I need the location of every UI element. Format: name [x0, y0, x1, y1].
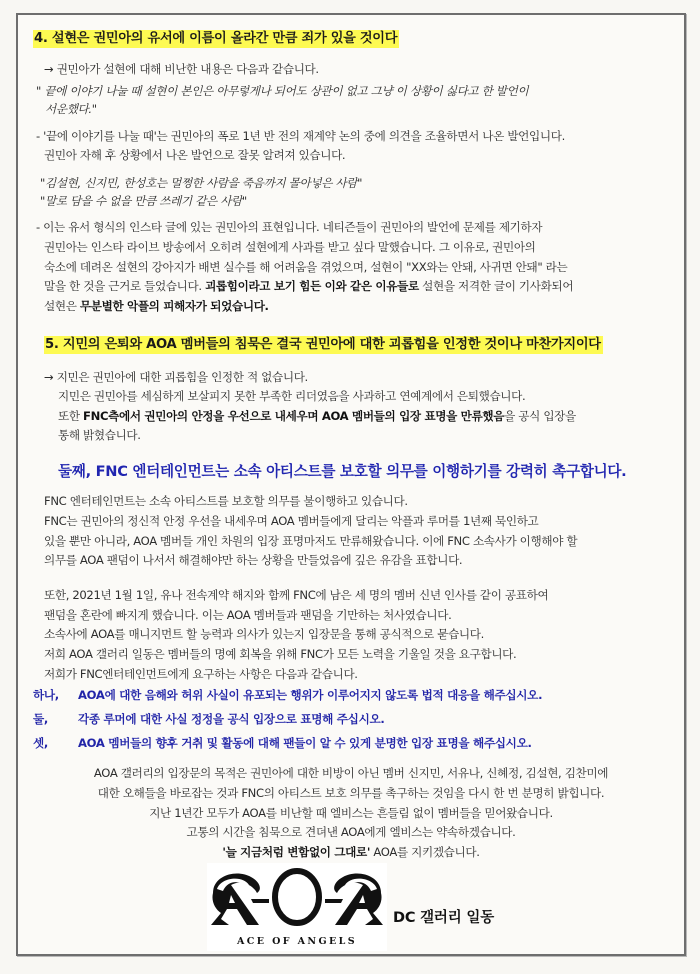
section4-note2-line3: 숙소에 데려온 설현의 강아지가 배변 실수를 해 어려움을 겪었으며, 설현이 "XX와는 안돼, 사귀면 안돼" 라는	[44, 260, 568, 274]
second-p2-line5: 저희가 FNC엔터테인먼트에게 요구하는 사항은 다음과 같습니다.	[44, 667, 358, 681]
closing-line3: 지난 1년간 모두가 AOA를 비난할 때 엘비스는 흔들림 없이 멤버들을 믿어왔습니다.	[149, 806, 553, 820]
second-p2-line3: 소속사에 AOA를 매니지먼트 할 능력과 의사가 있는지 입장문을 통해 공식적으로 묻습니다.	[44, 627, 484, 641]
section4-quote2-line2: "말로 담을 수 없을 만큼 쓰레기 같은 사람"	[40, 194, 247, 208]
closing-line4: 고통의 시간을 침묵으로 견뎌낸 AOA에게 엘비스는 약속하겠습니다.	[186, 825, 516, 839]
section5-line1: → 지민은 권민아에 대한 괴롭힘을 인정한 적 없습니다.	[44, 370, 308, 384]
section4-quote2-line1: "김설현, 신지민, 한성호는 멀쩡한 사람을 죽음까지 몰아넣은 사람"	[40, 176, 363, 190]
section4-note1-line2: 권민아 자해 후 상황에서 나온 발언으로 잘못 알려져 있습니다.	[44, 148, 346, 162]
section4-note2-line5: 설현은 무분별한 악플의 피해자가 되었습니다.	[44, 299, 269, 313]
demand-3: 셋, AOA 멤버들의 향후 거취 및 활동에 대해 팬들이 알 수 있게 분명한 입장 표명을 해주십시오.	[33, 736, 532, 750]
second-p2-line2: 팬덤을 혼란에 빠지게 했습니다. 이는 AOA 멤버들과 팬덤을 기만하는 처사였습니다.	[44, 608, 452, 622]
demand-2: 둘, 각종 루머에 대한 사실 정정을 공식 입장으로 표명해 주십시오.	[33, 712, 385, 726]
closing-line5: '늘 지금처럼 변함없이 그대로' AOA를 지키겠습니다.	[222, 845, 480, 859]
section4-note1-line1: - '끝에 이야기를 나눌 때'는 권민아의 폭로 1년 반 전의 재계약 논의 중에 의견을 조율하면서 나온 발언입니다.	[36, 129, 565, 143]
second-heading: 둘째, FNC 엔터테인먼트는 소속 아티스트를 보호할 의무를 이행하기를 강력히 촉구합니다.	[58, 463, 627, 480]
section5-heading: 5. 지민의 은퇴와 AOA 멤버들의 침묵은 결국 권민아에 대한 괴롭힘을 인정한 것이나 마찬가지이다	[45, 337, 601, 352]
section4-quote1-line2: 서운했다."	[45, 102, 97, 116]
second-p1-line1: FNC 엔터테인먼트는 소속 아티스트를 보호할 의무를 불이행하고 있습니다.	[44, 494, 408, 508]
section4-heading: 4. 설현은 권민아의 유서에 이름이 올라간 만큼 죄가 있을 것이다	[34, 31, 398, 46]
section4-note2-line2: 권민아는 인스타 라이브 방송에서 오히려 설현에게 사과를 받고 싶다 말했습니다. 그 이유로, 권민아의	[44, 240, 536, 254]
section4-quote1-line1: " 끝에 이야기 나눌 때 설현이 본인은 아무렇게나 되어도 상관이 없고 그냥 이 상황이 싫다고 한 발언이	[36, 84, 529, 98]
second-p1-line4: 의무를 AOA 팬덤이 나서서 해결해야만 하는 상황을 만들었음에 깊은 유감을 표합니다.	[44, 553, 463, 567]
aoa-logo	[207, 863, 387, 951]
closing-line2: 대한 오해들을 바로잡는 것과 FNC의 아티스트 보호 의무를 촉구하는 것임을 다시 한 번 분명히 밝힙니다.	[97, 786, 605, 800]
logo-subtitle: ACE OF ANGELS	[237, 936, 357, 947]
section5-line2: 지민은 권민아를 세심하게 보살피지 못한 부족한 리더였음을 사과하고 연예계에서 은퇴했습니다.	[58, 389, 526, 403]
demand-1: 하나, AOA에 대한 음해와 허위 사실이 유포되는 행위가 이루어지지 않도록 법적 대응을 해주십시오.	[33, 688, 543, 702]
closing-line1: AOA 갤러리의 입장문의 목적은 권민아에 대한 비방이 아닌 멤버 신지민, 서유나, 신혜정, 김설현, 김찬미에	[93, 766, 609, 780]
section4-intro: → 권민아가 설현에 대해 비난한 내용은 다음과 같습니다.	[44, 62, 319, 76]
section4-note2-line4: 말을 한 것을 근거로 들었습니다. 괴롭힘이라고 보기 힘든 이와 같은 이유들로 설현을 저격한 글이 기사화되어	[44, 279, 574, 293]
section5-line4: 통해 밝혔습니다.	[58, 428, 141, 442]
second-p2-line4: 저희 AOA 갤러리 일동은 멤버들의 명예 회복을 위해 FNC가 모든 노력을 기울일 것을 요구합니다.	[44, 647, 517, 661]
second-p1-line3: 있을 뿐만 아니라, AOA 멤버들 개인 차원의 입장 표명마저도 만류해왔습니다. 이에 FNC 소속사가 이행해야 할	[44, 534, 578, 548]
signature: DC 갤러리 일동	[393, 910, 495, 926]
second-p2-line1: 또한, 2021년 1월 1일, 유나 전속계약 해지와 함께 FNC에 남은 세 명의 멤버 신년 인사를 같이 공표하여	[44, 588, 549, 602]
second-p1-line2: FNC는 권민아의 정신적 안정 우선을 내세우며 AOA 멤버들에게 달리는 악플과 루머를 1년째 묵인하고	[44, 514, 539, 528]
aoa-logo-icon	[207, 863, 387, 935]
section4-note2-line1: - 이는 유서 형식의 인스타 글에 있는 권민아의 표현입니다. 네티즌들이 권민아의 발언에 문제를 제기하자	[36, 220, 543, 234]
section5-line3: 또한 FNC측에서 권민아의 안정을 우선으로 내세우며 AOA 멤버들의 입장 표명을 만류했음을 공식 입장을	[58, 409, 576, 423]
